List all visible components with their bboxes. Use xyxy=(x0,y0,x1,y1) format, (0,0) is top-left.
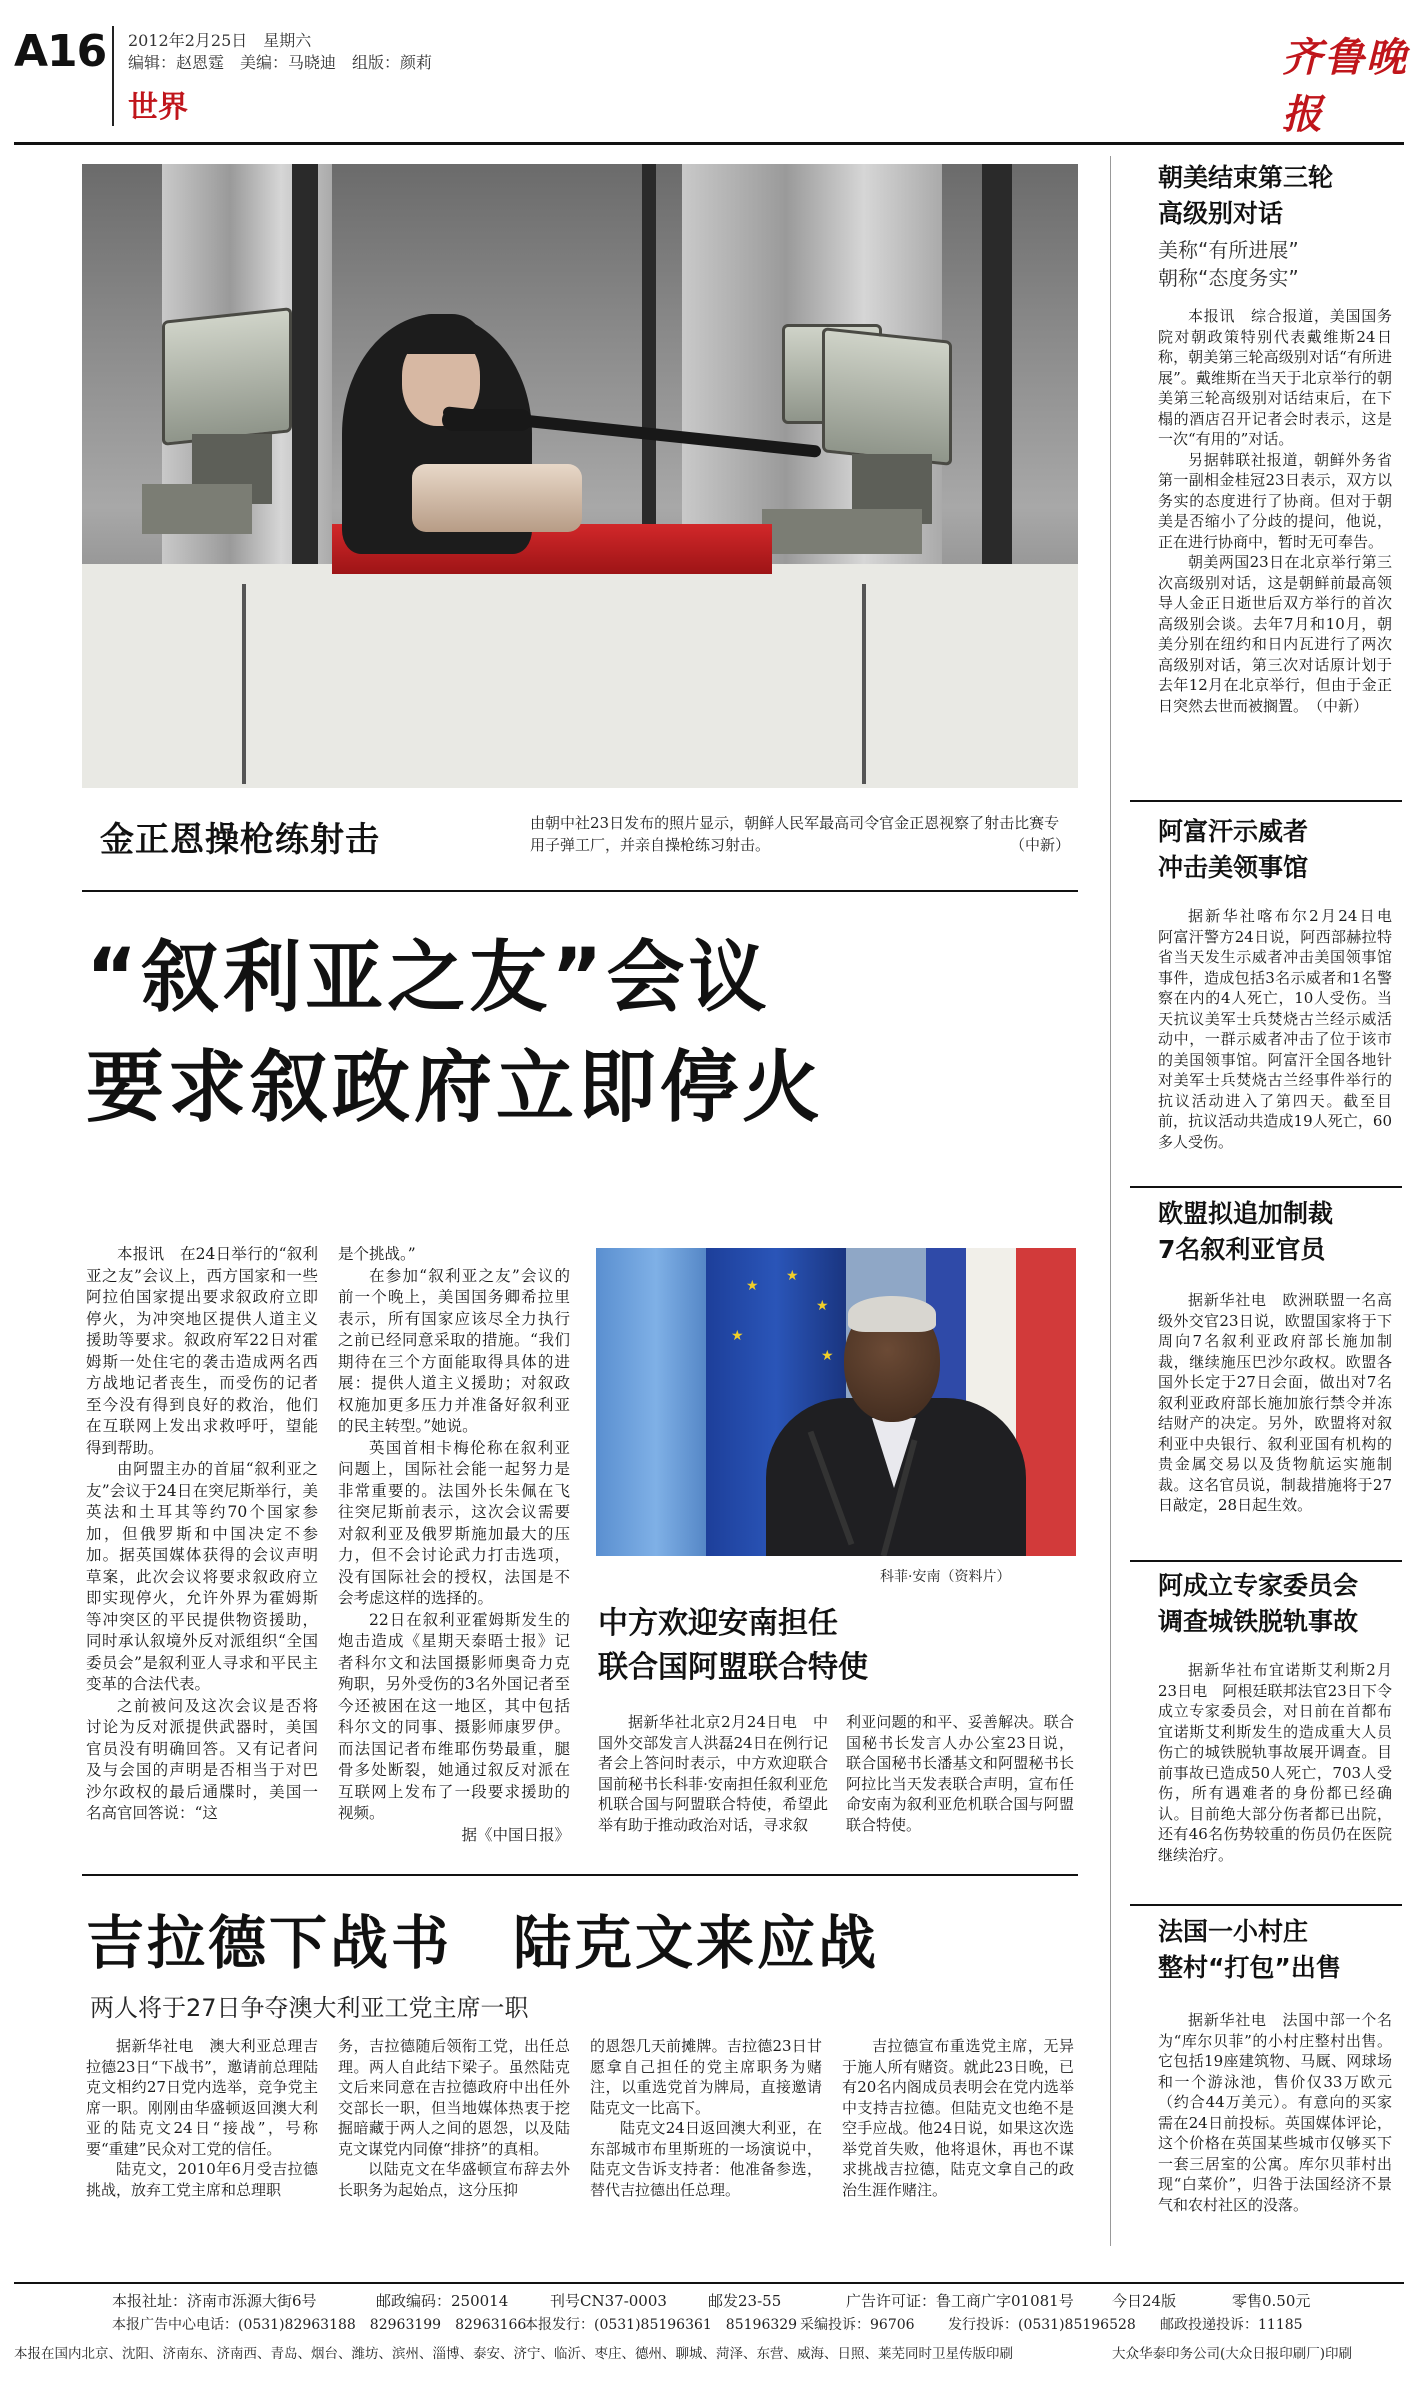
footer-postal-code: 邮发23-55 xyxy=(708,2292,782,2310)
paragraph: 务，吉拉德随后领衔工党，出任总理。两人自此结下梁子。虽然陆克文后来同意在吉拉德政府中出任外交部长一职，但当地媒体热衷于挖掘暗藏于两人之间的恩怨，以及陆克文谋党内同僚“排挤”的真相。 xyxy=(338,2037,570,2158)
sidebar-rule xyxy=(1130,1904,1402,1906)
footer-dist-complaint: 发行投诉：(0531)85196528 xyxy=(948,2317,1136,2333)
paragraph: 据新华社北京2月24日电 中国外交部发言人洪磊24日在例行记者会上答问时表示，中方欢迎联合国前秘书长科菲·安南担任叙利亚危机联合国与阿盟联合特使，希望此举有助于推动政治对话，寻求叙 xyxy=(598,1713,828,1834)
sidebar-subheadline xyxy=(1158,236,1299,292)
sidebar-article-text xyxy=(1158,306,1392,716)
headline-line: 欧盟拟追加制裁 xyxy=(1158,1199,1334,1228)
photo1-caption-text: 由朝中社23日发布的照片显示，朝鲜人民军最高司令官金正恩视察了射击比赛专用子弹工厂，并亲自操枪练习射击。 xyxy=(530,814,1060,854)
newspaper-logo: 齐鲁晚报 xyxy=(1282,34,1408,138)
bottom-article-col2 xyxy=(338,2036,570,2200)
headline-line: 阿成立专家委员会 xyxy=(1158,1571,1359,1600)
paragraph: 据新华社喀布尔2月24日电 阿富汗警方24日说，阿西部赫拉特省当天发生示威者冲击美国领事馆事件，造成包括3名示威者和1名警察在内的4人死亡，10人受伤。当天抗议美军士兵焚烧古兰经示威活动中，一群示威者冲击了位于该市的美国领事馆。阿富汗全国各地针对美军士兵焚烧古兰经事件举行的抗议活动进入了第四天。截至目前，抗议活动共造成19人死亡，60多人受伤。 xyxy=(1158,907,1408,1151)
section-title: 世界 xyxy=(128,90,188,125)
sidebar-article-text xyxy=(1158,1660,1392,1865)
paragraph: 本报讯 在24日举行的“叙利亚之友”会议上，西方国家和一些阿拉伯国家提出要求叙政府立即停火，为冲突地区提供人道主义援助等要求。叙政府军22日对霍姆斯一处住宅的袭击造成两名西方战地记者丧生，而受伤的记者至今没有得到良好的救治，他们在互联网上发出求救呼吁，望能得到帮助。 xyxy=(86,1245,318,1457)
sidebar-article-text xyxy=(1158,906,1408,1152)
main-article-col2 xyxy=(338,1244,570,1846)
annan-article-col1 xyxy=(598,1712,828,1835)
photo1-credit: （中新） xyxy=(1009,836,1070,854)
main-article-col1 xyxy=(86,1244,318,1825)
sidebar-rule xyxy=(1130,1186,1402,1188)
paragraph: 22日在叙利亚霍姆斯发生的炮击造成《星期天泰晤士报》记者科尔文和法国摄影师奥奇力克殉职，另外受伤的3名外国记者至今还被困在这一地区，其中包括科尔文的同事、摄影师康罗伊。而法国记者布维耶伤势最重，腿骨多处断裂，她通过叙反对派在互联网上发布了一段要求援助的视频。 xyxy=(338,1610,570,1822)
headline-line: 7名叙利亚官员 xyxy=(1158,1235,1326,1264)
section-rule xyxy=(82,890,1078,892)
subheadline-line: 美称“有所进展” xyxy=(1158,238,1299,262)
footer-editorial-complaint: 采编投诉：96706 xyxy=(800,2317,915,2333)
paragraph: 据新华社电 澳大利亚总理吉拉德23日“下战书”，邀请前总理陆克文相约27日党内选举，竞争党主席一职。刚刚由华盛顿返回澳大利亚的陆克文24日“接战”，号称要“重建”民众对工党的信任。 xyxy=(86,2037,318,2158)
sidebar-divider xyxy=(1110,156,1111,2246)
footer-rule xyxy=(14,2282,1404,2284)
sidebar-rule xyxy=(1130,1560,1402,1562)
sidebar-article-text xyxy=(1158,1290,1392,1516)
headline-line: 法国一小村庄 xyxy=(1158,1917,1309,1946)
annan-photo-caption: 科菲·安南（资料片） xyxy=(880,1569,1011,1585)
footer-postcode: 邮政编码：250014 xyxy=(376,2292,509,2310)
bottom-subheadline: 两人将于27日争夺澳大利亚工党主席一职 xyxy=(90,1994,529,2022)
footer-address: 本报社址：济南市泺源大街6号 xyxy=(112,2292,317,2310)
page-number: A16 xyxy=(14,26,107,77)
paragraph: 利亚问题的和平、妥善解决。联合国秘书长发言人办公室23日说，联合国秘书长潘基文和阿盟秘书长阿拉比当天发表联合声明，宣布任命安南为叙利亚危机联合国与阿盟联合特使。 xyxy=(846,1713,1074,1834)
sidebar-headline xyxy=(1158,814,1308,886)
footer-ad-license: 广告许可证：鲁工商广字01081号 xyxy=(846,2292,1074,2310)
footer-print-cities: 本报在国内北京、沈阳、济南东、济南西、青岛、烟台、潍坊、滨州、淄博、泰安、济宁、临沂、枣庄、德州、聊城、菏泽、东营、威海、日照、莱芜同时卫星传版印刷 xyxy=(14,2346,1013,2362)
sidebar-rule xyxy=(1130,800,1402,802)
footer-dist-phone: 本报发行：(0531)85196361 85196329 xyxy=(524,2317,798,2333)
bottom-article-col1 xyxy=(86,2036,318,2200)
main-headline-line2: 要求叙政府立即停火 xyxy=(86,1043,825,1133)
sidebar-headline xyxy=(1158,1196,1333,1268)
paragraph: 本报讯 综合报道，美国国务院对朝政策特别代表戴维斯24日称，朝美第三轮高级别对话“有所进展”。戴维斯在当天于北京举行的朝美第三轮高级别对话结束后，在下榻的酒店召开记者会时表示，这是一次“有用的”对话。 xyxy=(1158,307,1392,448)
subheadline-line: 朝称“态度务实” xyxy=(1158,266,1299,290)
paragraph: 英国首相卡梅伦称在叙利亚问题上，国际社会能一起努力是非常重要的。法国外长朱佩在飞往突尼斯前表示，这次会议需要对叙利亚及俄罗斯施加最大的压力，但不会讨论武力打击选项，没有国际社会的授权，法国是不会考虑这样的选择的。 xyxy=(338,1438,570,1607)
section-rule xyxy=(82,1874,1078,1876)
headline-line: 调查城铁脱轨事故 xyxy=(1158,1607,1359,1636)
footer-ad-phone: 本报广告中心电话：(0531)82963188 82963199 82963166 xyxy=(112,2317,527,2333)
paragraph: 吉拉德宣布重选党主席，无异于施人所有赌资。就此23日晚，已有20名内阁成员表明会在党内选举中支持吉拉德。但陆克文也绝不是空手应战。他24日说，如果这次选举党首失败，他将退休，再也不谋求挑战吉拉德，陆克文拿自己的政治生涯作赌注。 xyxy=(842,2037,1074,2199)
paragraph: 之前被问及这次会议是否将讨论为反对派提供武器时，美国官员没有明确回答。又有记者问及与会国的声明是否相当于对巴沙尔政权的最后通牒时，美国一名高官回答说：“这 xyxy=(86,1696,318,1822)
annan-photo: ★ ★ ★ ★ ★ xyxy=(596,1248,1076,1556)
staff-credits: 编辑：赵恩霆 美编：马晓迪 组版：颜莉 xyxy=(128,53,433,72)
paragraph: 在参加“叙利亚之友”会议的前一个晚上，美国国务卿希拉里表示，所有国家应该尽全力执行之前已经同意采取的措施。“我们期待在三个方面能取得具体的进展：提供人道主义援助；对叙政权施加更多压力并准备好叙利亚的民主转型。”她说。 xyxy=(338,1266,570,1435)
paragraph: 陆克文，2010年6月受吉拉德挑战，放弃工党主席和总理职 xyxy=(86,2160,318,2199)
paragraph: 陆克文24日返回澳大利亚，在东部城市布里斯班的一场演说中，陆克文告诉支持者：他准备参选，替代吉拉德出任总理。 xyxy=(590,2119,822,2199)
photo1-title: 金正恩操枪练射击 xyxy=(100,820,380,860)
paragraph: 据新华社电 法国中部一个名为“库尔贝菲”的小村庄整村出售。它包括19座建筑物、马厩、网球场和一个游泳池，售价仅33万欧元（约合44万美元）。有意向的买家需在24日前投标。英国媒体评论，这个价格在英国某些城市仅够买下一套三居室的公寓。库尔贝菲村出现“白菜价”，归咎于法国经济不景气和农村社区的没落。 xyxy=(1158,2011,1392,2214)
header-divider xyxy=(112,26,114,126)
paragraph: 是个挑战。” xyxy=(338,1245,416,1263)
bottom-headline: 吉拉德下战书 陆克文来应战 xyxy=(86,1909,880,1977)
paragraph: 朝美两国23日在北京举行第三次高级别对话，这是朝鲜前最高领导人金正日逝世后双方举行的首次高级别会谈。去年7月和10月，朝美分别在纽约和日内瓦进行了两次高级别对话，第三次对话原计划于去年12月在北京举行，但由于金正日突然去世而被搁置。 （中新） xyxy=(1158,553,1392,715)
paragraph: 据新华社布宜诺斯艾利斯2月23日电 阿根廷联邦法官23日下令成立专家委员会，对日前在首都布宜诺斯艾利斯发生的造成重大人员伤亡的城铁脱轨事故展开调查。目前事故已造成50人死亡，703人受伤，所有遇难者的身份都已经确认。目前绝大部分伤者都已出院，还有46名伤势较重的伤员仍在医院继续治疗。 xyxy=(1158,1661,1392,1864)
sidebar-article-text xyxy=(1158,2010,1392,2215)
headline-line: 阿富汗示威者 xyxy=(1158,817,1309,846)
footer-pages: 今日24版 xyxy=(1112,2292,1177,2310)
footer-printer: 大众华泰印务公司(大众日报印刷厂)印刷 xyxy=(1112,2346,1353,2362)
footer-price: 零售0.50元 xyxy=(1232,2292,1311,2310)
footer-cn: 刊号CN37-0003 xyxy=(550,2292,667,2310)
sidebar-headline xyxy=(1158,1914,1341,1986)
paragraph: 以陆克文在华盛顿宣布辞去外长职务为起始点，这分压抑 xyxy=(338,2160,570,2199)
paragraph: 据新华社电 欧洲联盟一名高级外交官23日说，欧盟国家将于下周向7名叙利亚政府部长施加制裁，继续施压巴沙尔政权。欧盟各国外长定于27日会面，做出对7名叙利亚政府部长施加旅行禁令并冻结财产的决定。另外，欧盟将对叙利亚中央银行、叙利亚国有机构的贵金属交易以及货物航运实施制裁。这名官员说，制裁措施将于27日敲定，28日起生效。 xyxy=(1158,1291,1392,1514)
sidebar-headline xyxy=(1158,160,1333,232)
headline-line: 高级别对话 xyxy=(1158,199,1284,228)
source-credit: 据《中国日报》 xyxy=(461,1825,570,1844)
annan-article-col2 xyxy=(846,1712,1074,1835)
issue-date: 2012年2月25日 星期六 xyxy=(128,31,312,50)
annan-headline-line1: 中方欢迎安南担任 xyxy=(598,1606,838,1641)
photo1-caption xyxy=(530,812,1070,856)
headline-line: 整村“打包”出售 xyxy=(1158,1953,1341,1982)
paragraph: 另据韩联社报道，朝鲜外务省第一副相金桂冠23日表示，双方以务实的态度进行了协商。但对于朝美是否缩小了分歧的提问，他说，正在进行协商中，暂时无可奉告。 xyxy=(1158,450,1392,551)
main-headline-line1: “叙利亚之友”会议 xyxy=(86,933,771,1023)
header-rule xyxy=(14,142,1404,145)
kim-shooting-photo xyxy=(82,164,1078,788)
sidebar-headline xyxy=(1158,1568,1358,1640)
headline-line: 朝美结束第三轮 xyxy=(1158,163,1334,192)
paragraph: 的恩怨几天前摊牌。吉拉德23日甘愿拿自己担任的党主席职务为赌注，以重选党首为牌局，直接邀请陆克文一比高下。 xyxy=(590,2037,822,2117)
bottom-article-col4 xyxy=(842,2036,1074,2200)
headline-line: 冲击美领事馆 xyxy=(1158,853,1309,882)
paragraph: 由阿盟主办的首届“叙利亚之友”会议于24日在突尼斯举行，美英法和土耳其等约70个国家参加，但俄罗斯和中国决定不参加。据英国媒体获得的会议声明草案，此次会议将要求叙政府立即实现停火，允许外界为霍姆斯等冲突区的平民提供物资援助，同时承认叙境外反对派组织“全国委员会”是叙利亚人寻求和平民主变革的合法代表。 xyxy=(86,1460,318,1693)
bottom-article-col3 xyxy=(590,2036,822,2200)
footer-post-complaint: 邮政投递投诉：11185 xyxy=(1160,2317,1303,2333)
annan-headline-line2: 联合国阿盟联合特使 xyxy=(598,1650,868,1685)
